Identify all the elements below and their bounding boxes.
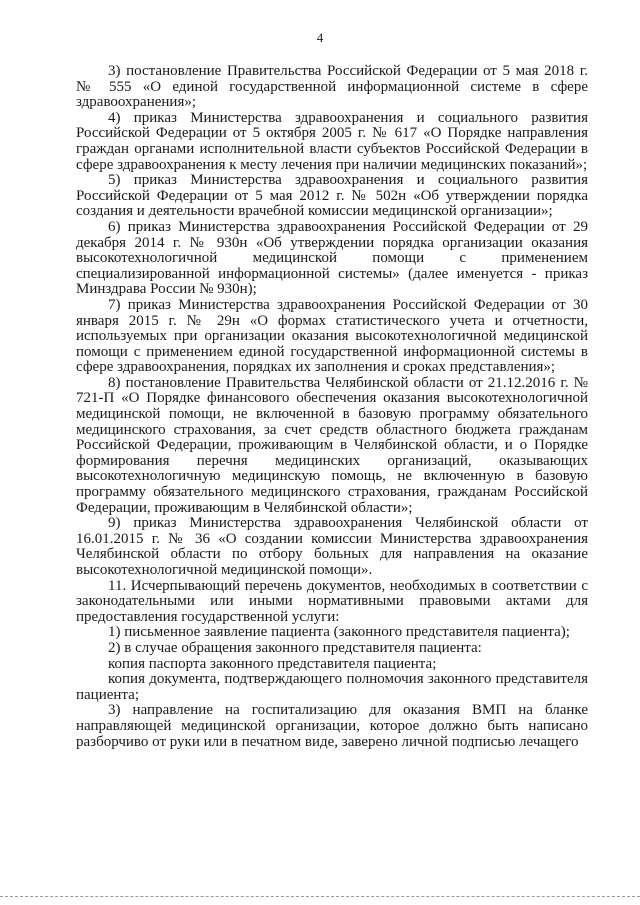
list-item-legal-representative: 2) в случае обращения законного представителя пациента: bbox=[108, 639, 482, 656]
list-item-hospitalization-referral: 3) направление на госпитализацию для оказания ВМП на бланке направляющей медицинской организации, которое должно быть написано разборчиво от руки или в печатном виде, заверено личной подписью лечащего bbox=[76, 702, 588, 750]
document-body bbox=[76, 64, 588, 750]
paragraph-resolution-721p: 8) постановление Правительства Челябинской области от 21.12.2016 г. № 721-П «О Порядке финансового обеспечения оказания высокотехнологичной медицинской помощи, не включенной в базовую программу обязательного медицинского страхования, за счет средств областного бюджета гражданам Российской Федерации, проживающим в Челябинской области, и о Порядке формирования перечня медицинских организаций, оказывающих высокотехнологичную медицинскую помощь, не включенную в базовую программу обязательного медицинского страхования, гражданам Российской Федерации, проживающим в Челябинской области»; bbox=[76, 374, 588, 516]
list-item-passport-copy: копия паспорта законного представителя пациента; bbox=[108, 655, 437, 672]
paragraph-documents-list: 11. Исчерпывающий перечень документов, необходимых в соответствии с законодательными или иными нормативными правовыми актами для предоставления государственной услуги: bbox=[76, 577, 588, 625]
page-bottom-divider bbox=[0, 896, 640, 897]
paragraph-order-29n: 7) приказ Министерства здравоохранения Российской Федерации от 30 января 2015 г. № 29н «О формах статистического учета и отчетности, используемых при организации оказания высокотехнологичной медицинской помощи с применением единой государственной информационной системы в сфере здравоохранения, порядках их заполнения и сроках представления»; bbox=[76, 296, 588, 376]
paragraph-order-502n: 5) приказ Министерства здравоохранения и социального развития Российской Федерации от 5 мая 2012 г. № 502н «Об утверждении порядка создания и деятельности врачебной комиссии медицинской организации»; bbox=[76, 172, 588, 220]
list-item-authority-document: копия документа, подтверждающего полномочия законного представителя пациента; bbox=[76, 671, 588, 703]
paragraph-resolution-555: 3) постановление Правительства Российской Федерации от 5 мая 2018 г. № 555 «О единой государственной информационной системе в сфере здравоохранения»; bbox=[76, 63, 588, 111]
paragraph-order-36: 9) приказ Министерства здравоохранения Челябинской области от 16.01.2015 г. № 36 «О создании комиссии Министерства здравоохранения Челябинской области по отбору больных для направления на оказание высокотехнологичной медицинской помощи». bbox=[76, 515, 588, 578]
paragraph-order-617: 4) приказ Министерства здравоохранения и социального развития Российской Федерации от 5 октября 2005 г. № 617 «О Порядке направления граждан органами исполнительной власти субъектов Российской Федерации в сфере здравоохранения к месту лечения при наличии медицинских показаний»; bbox=[76, 109, 588, 173]
list-item-written-application: 1) письменное заявление пациента (законного представителя пациента); bbox=[108, 624, 570, 641]
page-number: 4 bbox=[316, 30, 324, 45]
paragraph-order-930n: 6) приказ Министерства здравоохранения Российской Федерации от 29 декабря 2014 г. № 930н «Об утверждении порядка организации оказания высокотехнологичной медицинской помощи с применением специализированной информационной системы» (далее именуется - приказ Минздрава России № 930н); bbox=[76, 218, 588, 298]
